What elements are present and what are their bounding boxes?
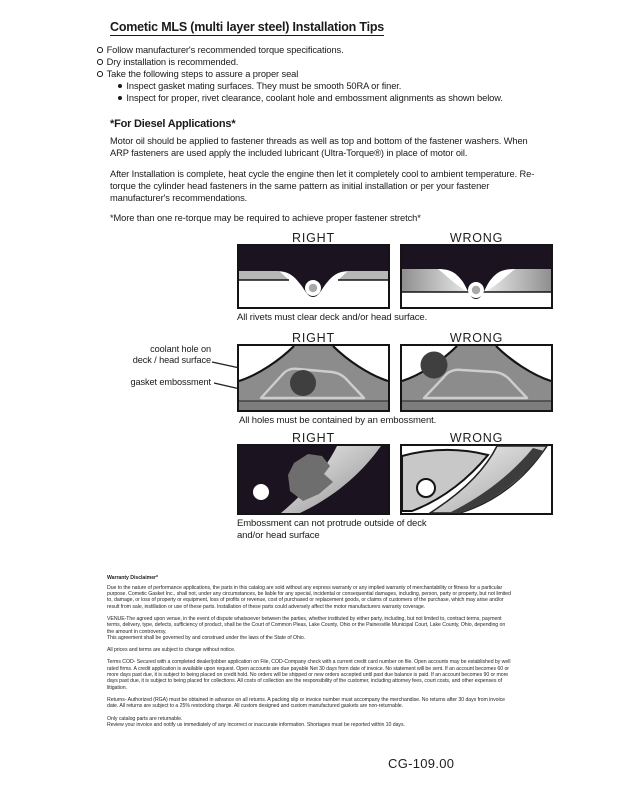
right-label-row1: RIGHT <box>292 231 335 245</box>
gasket-embossment-label: gasket embossment <box>130 377 211 387</box>
open-bullet-icon <box>97 59 103 65</box>
warranty-disclaimer <box>107 575 511 734</box>
open-bullet-icon <box>97 71 103 77</box>
list-item <box>97 80 547 92</box>
wrong-label-row3: WRONG <box>449 431 504 445</box>
rivet-clearance-wrong-figure <box>400 244 553 309</box>
right-label-row2: RIGHT <box>292 331 335 345</box>
list-item <box>97 92 547 104</box>
rivet-wrong-icon <box>400 244 553 309</box>
protrusion-wrong-figure <box>400 444 553 515</box>
embossment-wrong-figure <box>400 344 553 412</box>
diesel-para-2: After Installation is complete, heat cycle the engine then let it completely cool to ambient temperature. Re-torque the cylinder head fasteners in the same pattern as initial installation or per your fastener manufacturer's recommendations. <box>110 168 535 204</box>
warranty-para-returns: Returns- Authorized (RGA) must be obtained in advance on all returns. A packing slip or invoice number must accompany the merchandise. No returns after 30 days from invoice date. All returns are subject to a 25% restocking charge. All custom designed and custom manufactured gaskets are non-returnable. <box>107 696 505 710</box>
row1-caption: All rivets must clear deck and/or head surface. <box>237 312 428 323</box>
diesel-para-3: *More than one re-torque may be required to achieve proper fastener stretch* <box>110 213 421 224</box>
warranty-para-venue: VENUE-The agreed upon venue, in the event of dispute whatsoever between the parties, whether instituted by either party, including, but not limited to, contract terms, payment terms, delivery, type, defects, sufficiency of product, shall be the Court of Common Pleas, Lake County, Ohio or the Painesville Municipal Court, Lake County, Ohio, depending on the amount in controversy. <box>107 615 506 635</box>
bullet-icon <box>118 96 122 100</box>
diesel-para-1: Motor oil should be applied to fastener threads as well as top and bottom of the fastener washers. When ARP fasteners are used apply the included lubricant (Ultra-Torque®) in place of motor oil. <box>110 136 528 159</box>
tip-text: Dry installation is recommended. <box>106 57 239 67</box>
embossment-right-figure <box>237 344 390 412</box>
warranty-para-1: Due to the nature of performance applications, the parts in this catalog are sold without any express warranty or any implied warranty of merchantability or fitness for a particular purpose. Cometic Gasket Inc., shall not, under any circumstances, be liable for any special, incidental or consequential damages, including, person, party or property, but not limited to, damage, or loss of property or equipment, loss of profits or revenue, cost of purchased or replacement goods, or claims of customers of the purchase, which may arise and/or result from sale, instillation or use of these parts. Installation of these parts could adversely affect the motor manufacturers warranty coverage. <box>107 584 511 610</box>
list-item <box>97 44 547 56</box>
rivet-right-icon <box>237 244 390 309</box>
tips-list <box>97 44 547 104</box>
row2-caption: All holes must be contained by an embossment. <box>239 415 437 426</box>
tip-text: Take the following steps to assure a proper seal <box>106 69 299 79</box>
wrong-label-row2: WRONG <box>449 331 504 345</box>
warranty-heading: Warranty Disclaimer* <box>107 575 158 581</box>
diesel-section <box>110 118 548 232</box>
warranty-para-review: Review your invoice and notify us immediately of any incorrect or inaccurate information. Shortages must be reported within 10 days. <box>107 721 405 728</box>
page-title: Cometic MLS (multi layer steel) Installation Tips <box>110 20 385 34</box>
protrusion-right-icon <box>237 444 390 515</box>
bullet-icon <box>118 84 122 88</box>
warranty-para-terms: Terms COD- Secured with a completed dealer/jobber application on File, COD-Company check with a current credit card number on file. Open accounts may be established by well rated firms. A credit application is available upon request. Open accounts are due payable Net 30 days from date of invoice. No statement will be sent. If an account becomes 60 or more days past due, it is subject to being placed on credit hold. No orders will be shipped or new orders accepted until past due balance is paid. If an account becomes 90 or more days past due, it is subject to being placed for collections. All costs of collection are the responsibility of the customer, including attorney fees, court costs, and other expenses of litigation. <box>107 659 511 691</box>
rivet-clearance-right-figure <box>237 244 390 309</box>
tip-text: Inspect for proper, rivet clearance, coolant hole and embossment alignments as shown below. <box>126 93 503 103</box>
embossment-right-icon <box>237 344 390 412</box>
protrusion-right-figure <box>237 444 390 515</box>
warranty-para-prices: All prices and terms are subject to change without notice. <box>107 647 236 654</box>
page-number: CG-109.00 <box>388 756 455 771</box>
protrusion-wrong-icon <box>400 444 553 515</box>
open-bullet-icon <box>97 47 103 53</box>
coolant-hole-label: coolant hole on deck / head surface <box>132 344 211 365</box>
wrong-label-row1: WRONG <box>449 231 504 245</box>
row3-caption: Embossment can not protrude outside of deck and/or head surface <box>237 518 427 541</box>
diesel-heading: *For Diesel Applications* <box>110 118 236 130</box>
warranty-para-catalog: Only catalog parts are returnable. <box>107 715 183 722</box>
right-label-row3: RIGHT <box>292 431 335 445</box>
warranty-para-governed: This agreement shall be governed by and construed under the laws of the State of Ohio. <box>107 634 306 641</box>
list-item <box>97 56 547 68</box>
embossment-wrong-icon <box>400 344 553 412</box>
tip-text: Inspect gasket mating surfaces. They must be smooth 50RA or finer. <box>126 81 402 91</box>
tip-text: Follow manufacturer's recommended torque specifications. <box>106 45 344 55</box>
list-item <box>97 68 547 80</box>
